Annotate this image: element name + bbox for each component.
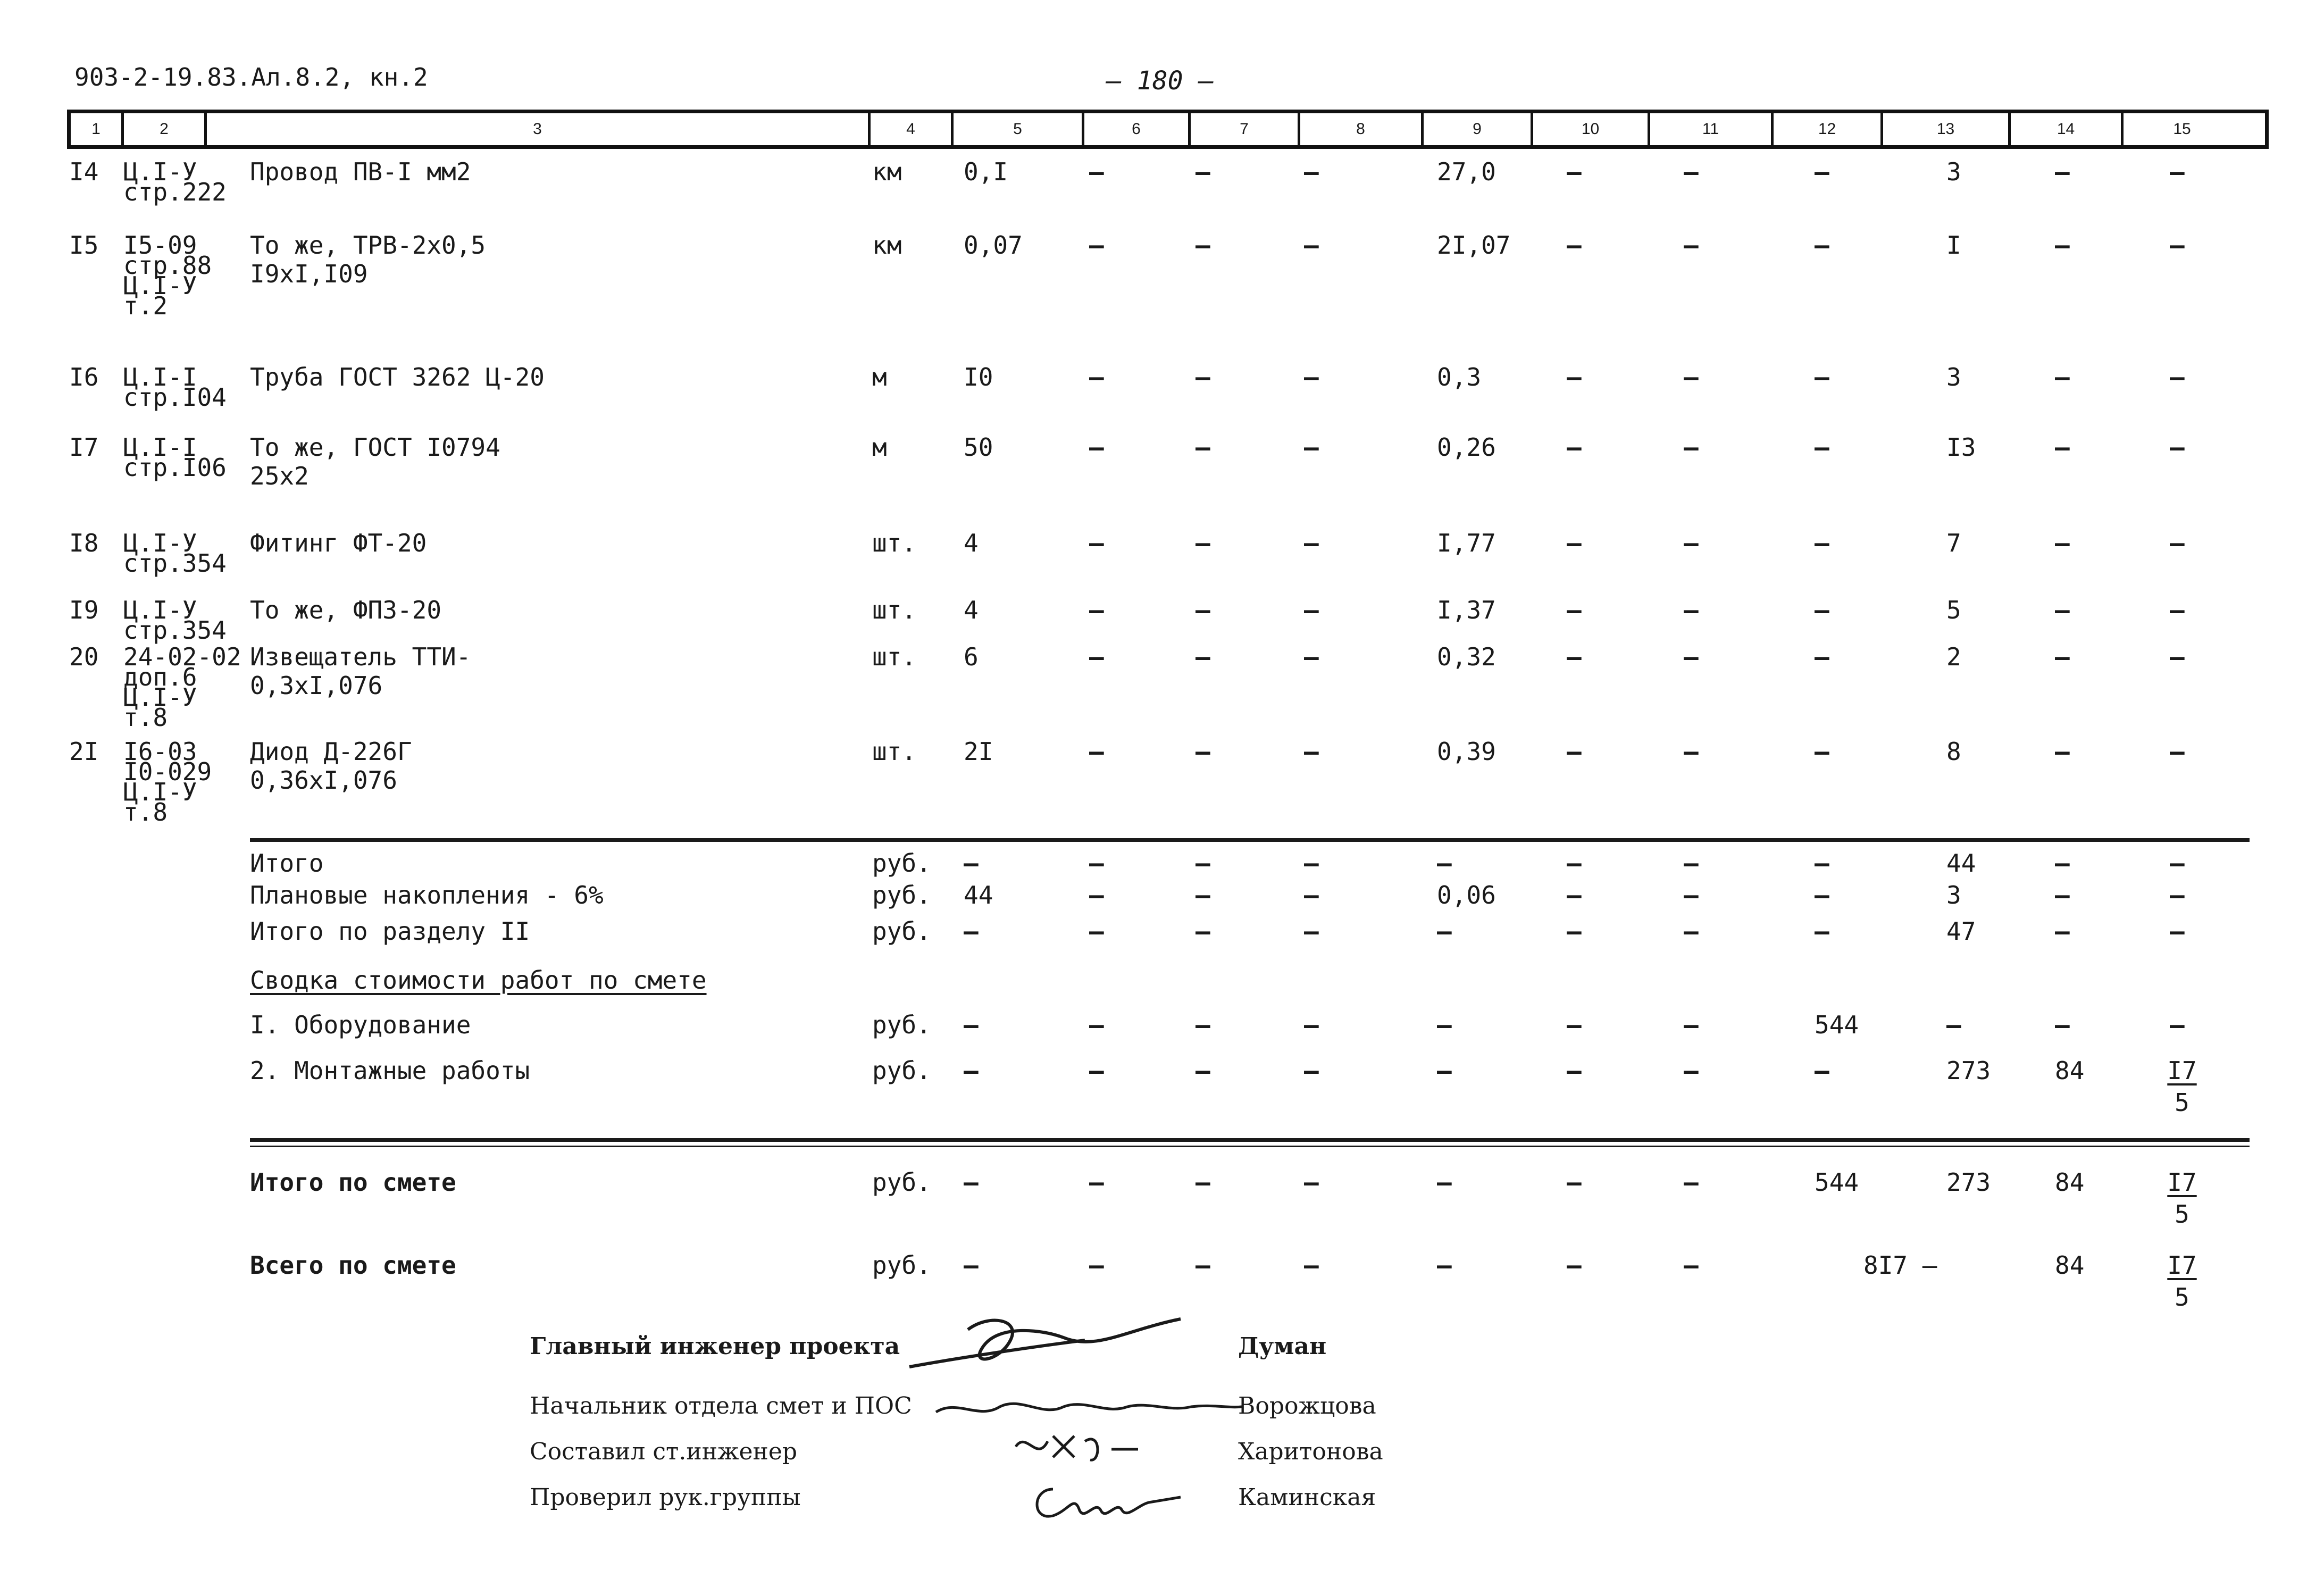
unit: м — [872, 433, 887, 462]
price-reference: Ц.I-У — [123, 271, 197, 300]
value-c14: – — [2055, 737, 2070, 766]
fraction-numerator: I7 — [2167, 1251, 2197, 1280]
item-number: I8 — [69, 529, 99, 557]
value-c14: – — [2055, 1011, 2070, 1039]
value-c9: – — [1437, 1251, 1452, 1280]
unit: шт. — [872, 737, 917, 766]
value-c6: – — [1089, 596, 1104, 624]
value-c8: – — [1304, 433, 1319, 462]
item-name: I9хI,I09 — [250, 260, 368, 288]
value-c12: – — [1815, 433, 1829, 462]
value-c9: – — [1437, 1056, 1452, 1085]
value-c9: I,77 — [1437, 529, 1496, 557]
value-c8: – — [1304, 363, 1319, 391]
value-c5: 44 — [964, 881, 993, 909]
col-1-header: 1 — [71, 113, 124, 145]
value-c7: – — [1196, 642, 1210, 671]
price-reference: т.8 — [123, 703, 168, 732]
value-c15: – — [2170, 363, 2185, 391]
value-c8: – — [1304, 917, 1319, 946]
item-number: I7 — [69, 433, 99, 462]
price-reference: Ц.I-I — [123, 363, 197, 391]
value-c5: – — [964, 849, 979, 878]
value-c13: 3 — [1946, 157, 1961, 186]
price-reference: стр.222 — [123, 178, 227, 206]
value-c7: – — [1196, 737, 1210, 766]
value-c11: – — [1684, 433, 1699, 462]
value-c6: – — [1089, 157, 1104, 186]
value-c9: 2I,07 — [1437, 231, 1511, 260]
unit: руб. — [872, 1011, 931, 1039]
item-name: Фитинг ФТ-20 — [250, 529, 427, 557]
value-c13: I — [1946, 231, 1961, 260]
value-c11: – — [1684, 231, 1699, 260]
value-c8: – — [1304, 881, 1319, 909]
unit: шт. — [872, 642, 917, 671]
totals-label: Плановые накопления - 6% — [250, 881, 604, 909]
value-c15: – — [2170, 917, 2185, 946]
unit: руб. — [872, 917, 931, 946]
summary-label: 2. Монтажные работы — [250, 1056, 530, 1085]
value-c11: – — [1684, 917, 1699, 946]
price-reference: Ц.I-У — [123, 157, 197, 186]
value-c10: – — [1567, 1056, 1582, 1085]
signature-name: Думан — [1238, 1333, 1327, 1360]
value-c13: 3 — [1946, 881, 1961, 909]
price-reference: I6-03 — [123, 737, 197, 766]
column-number-header — [67, 110, 2269, 149]
value-c11: – — [1684, 881, 1699, 909]
value-c13: I3 — [1946, 433, 1976, 462]
value-c15: – — [2170, 596, 2185, 624]
value-c10: – — [1567, 157, 1582, 186]
value-c5: 4 — [964, 596, 979, 624]
value-c9: – — [1437, 1011, 1452, 1039]
value-c7: – — [1196, 849, 1210, 878]
value-c14: 84 — [2055, 1056, 2085, 1085]
value-c10: – — [1567, 433, 1582, 462]
signature-name: Каминская — [1238, 1484, 1376, 1511]
value-c9: 0,06 — [1437, 881, 1496, 909]
fraction-denominator: 5 — [2175, 1200, 2189, 1229]
signature-title: Проверил рук.группы — [530, 1484, 801, 1511]
price-reference: доп.6 — [123, 663, 197, 691]
price-reference: Ц.I-У — [123, 596, 197, 624]
value-c12: – — [1815, 849, 1829, 878]
value-c5: 2I — [964, 737, 993, 766]
value-c7: – — [1196, 881, 1210, 909]
item-name: То же, ТРВ-2х0,5 — [250, 231, 486, 260]
value-c10: – — [1567, 917, 1582, 946]
value-c10: – — [1567, 1011, 1582, 1039]
value-c12: – — [1815, 157, 1829, 186]
value-c11: – — [1684, 596, 1699, 624]
value-c8: – — [1304, 529, 1319, 557]
value-c15: – — [2170, 881, 2185, 909]
value-c11: – — [1684, 363, 1699, 391]
value-c9: 0,26 — [1437, 433, 1496, 462]
value-c7: – — [1196, 433, 1210, 462]
value-c8: – — [1304, 157, 1319, 186]
value-c12: – — [1815, 1056, 1829, 1085]
price-reference: стр.88 — [123, 251, 212, 280]
value-c7: – — [1196, 231, 1210, 260]
item-number: I5 — [69, 231, 99, 260]
price-reference: 24-02-02 — [123, 642, 241, 671]
value-c10: – — [1567, 596, 1582, 624]
value-c9: – — [1437, 849, 1452, 878]
col-12-header: 12 — [1774, 113, 1883, 145]
item-number: I9 — [69, 596, 99, 624]
value-c6: – — [1089, 1251, 1104, 1280]
value-c9: 0,3 — [1437, 363, 1482, 391]
value-c5: – — [964, 1056, 979, 1085]
value-c11: – — [1684, 1011, 1699, 1039]
price-reference: стр.I06 — [123, 453, 227, 482]
price-reference: т.2 — [123, 291, 168, 320]
col-15-header: 15 — [2173, 120, 2191, 138]
value-c12: 544 — [1815, 1011, 1859, 1039]
value-c6: – — [1089, 1168, 1104, 1197]
value-c6: – — [1089, 1011, 1104, 1039]
signature-name: Ворожцова — [1238, 1392, 1376, 1419]
value-c10: – — [1567, 737, 1582, 766]
document-code: 903-2-19.83.Ал.8.2, кн.2 — [74, 63, 428, 91]
value-c7: – — [1196, 1168, 1210, 1197]
fraction-numerator: I7 — [2167, 1056, 2197, 1085]
value-c10: – — [1567, 881, 1582, 909]
price-reference: I5-09 — [123, 231, 197, 260]
value-c5: 50 — [964, 433, 993, 462]
summary-label: I. Оборудование — [250, 1011, 471, 1039]
value-c11: – — [1684, 157, 1699, 186]
value-c10: – — [1567, 849, 1582, 878]
value-c9: – — [1437, 917, 1452, 946]
price-reference: стр.I04 — [123, 383, 227, 412]
handwritten-signature — [904, 1308, 1223, 1383]
summary-label: Итого по смете — [250, 1168, 456, 1197]
unit: км — [872, 157, 902, 186]
value-c9: – — [1437, 1168, 1452, 1197]
value-c9: I,37 — [1437, 596, 1496, 624]
item-name: То же, ФП3-20 — [250, 596, 442, 624]
value-c5: – — [964, 1011, 979, 1039]
value-c14: – — [2055, 529, 2070, 557]
value-c12: – — [1815, 596, 1829, 624]
item-name: 0,36хI,076 — [250, 766, 397, 795]
value-c14: – — [2055, 596, 2070, 624]
unit: км — [872, 231, 902, 260]
value-c7: – — [1196, 529, 1210, 557]
value-c6: – — [1089, 529, 1104, 557]
col-6-header: 6 — [1084, 113, 1191, 145]
value-c12: 544 — [1815, 1168, 1859, 1197]
unit: шт. — [872, 529, 917, 557]
summary-divider-thin — [250, 1146, 2250, 1147]
value-c13: 8 — [1946, 737, 1961, 766]
value-c12: – — [1815, 642, 1829, 671]
value-c15: – — [2170, 231, 2185, 260]
value-c9: 0,39 — [1437, 737, 1496, 766]
value-c12: – — [1815, 529, 1829, 557]
value-c8: – — [1304, 1251, 1319, 1280]
value-c12: – — [1815, 737, 1829, 766]
value-c11: – — [1684, 1251, 1699, 1280]
price-reference: Ц.I-У — [123, 529, 197, 557]
value-c12-c13: 8I7 – — [1863, 1251, 1937, 1280]
fraction-value — [2153, 1168, 2211, 1229]
value-c7: – — [1196, 1011, 1210, 1039]
value-c14: – — [2055, 433, 2070, 462]
value-c11: – — [1684, 1056, 1699, 1085]
value-c5: 0,I — [964, 157, 1008, 186]
col-3-header: 3 — [207, 113, 871, 145]
item-name: То же, ГОСТ I0794 — [250, 433, 500, 462]
value-c13: – — [1946, 1011, 1961, 1039]
value-c5: 0,07 — [964, 231, 1023, 260]
value-c7: – — [1196, 917, 1210, 946]
handwritten-signature — [1026, 1479, 1186, 1526]
value-c5: 6 — [964, 642, 979, 671]
value-c12: – — [1815, 363, 1829, 391]
price-reference: Ц.I-I — [123, 433, 197, 462]
value-c14: 84 — [2055, 1168, 2085, 1197]
value-c10: – — [1567, 1251, 1582, 1280]
value-c10: – — [1567, 363, 1582, 391]
value-c5: – — [964, 1251, 979, 1280]
unit: руб. — [872, 1056, 931, 1085]
value-c8: – — [1304, 1168, 1319, 1197]
fraction-value — [2153, 1251, 2211, 1312]
value-c6: – — [1089, 1056, 1104, 1085]
value-c14: 84 — [2055, 1251, 2085, 1280]
totals-label: Итого — [250, 849, 324, 878]
value-c14: – — [2055, 849, 2070, 878]
col-8-header: 8 — [1300, 113, 1424, 145]
value-c15: – — [2170, 157, 2185, 186]
item-name: Извещатель ТТИ- — [250, 642, 471, 671]
value-c13: 5 — [1946, 596, 1961, 624]
value-c8: – — [1304, 1056, 1319, 1085]
value-c9: 0,32 — [1437, 642, 1496, 671]
value-c13: 2 — [1946, 642, 1961, 671]
unit: руб. — [872, 1168, 931, 1197]
value-c10: – — [1567, 642, 1582, 671]
price-reference: т.8 — [123, 798, 168, 826]
col-14-header: 14 — [2011, 113, 2124, 145]
price-reference: Ц.I-У — [123, 778, 197, 806]
item-number: 2I — [69, 737, 99, 766]
value-c5: – — [964, 1168, 979, 1197]
value-c8: – — [1304, 231, 1319, 260]
col-10-header: 10 — [1533, 113, 1650, 145]
value-c12: – — [1815, 231, 1829, 260]
value-c10: – — [1567, 1168, 1582, 1197]
value-c15: – — [2170, 529, 2185, 557]
value-c7: – — [1196, 1251, 1210, 1280]
value-c6: – — [1089, 231, 1104, 260]
value-c10: – — [1567, 529, 1582, 557]
value-c5: – — [964, 917, 979, 946]
value-c13: 7 — [1946, 529, 1961, 557]
value-c12: – — [1815, 881, 1829, 909]
col-11-header: 11 — [1650, 113, 1774, 145]
value-c15: – — [2170, 642, 2185, 671]
value-c15: – — [2170, 737, 2185, 766]
signature-name: Харитонова — [1238, 1438, 1383, 1465]
value-c9: 27,0 — [1437, 157, 1496, 186]
value-c15: – — [2170, 849, 2185, 878]
value-c14: – — [2055, 881, 2070, 909]
fraction-denominator: 5 — [2175, 1088, 2189, 1117]
value-c13: 44 — [1946, 849, 1976, 878]
unit: м — [872, 363, 887, 391]
col-9-header: 9 — [1424, 113, 1533, 145]
summary-heading: Сводка стоимости работ по смете — [250, 966, 707, 995]
handwritten-signature — [1010, 1431, 1149, 1468]
item-name: Диод Д-226Г — [250, 737, 412, 766]
value-c11: – — [1684, 642, 1699, 671]
value-c5: I0 — [964, 363, 993, 391]
value-c6: – — [1089, 433, 1104, 462]
fraction-numerator: I7 — [2167, 1168, 2197, 1197]
fraction-value — [2153, 1058, 2211, 1115]
item-name: 0,3хI,076 — [250, 671, 383, 700]
value-c8: – — [1304, 737, 1319, 766]
value-c14: – — [2055, 157, 2070, 186]
value-c14: – — [2055, 642, 2070, 671]
col-2-header: 2 — [124, 113, 207, 145]
value-c12: – — [1815, 917, 1829, 946]
value-c8: – — [1304, 1011, 1319, 1039]
value-c11: – — [1684, 1168, 1699, 1197]
value-c7: – — [1196, 157, 1210, 186]
signature-title: Главный инженер проекта — [530, 1333, 900, 1360]
value-c13: 273 — [1946, 1168, 1991, 1197]
value-c7: – — [1196, 596, 1210, 624]
value-c7: – — [1196, 363, 1210, 391]
value-c11: – — [1684, 849, 1699, 878]
value-c13: 3 — [1946, 363, 1961, 391]
value-c15: – — [2170, 433, 2185, 462]
unit: руб. — [872, 849, 931, 878]
totals-label: Итого по разделу II — [250, 917, 530, 946]
value-c11: – — [1684, 529, 1699, 557]
item-name: Труба ГОСТ 3262 Ц-20 — [250, 363, 545, 391]
item-number: I6 — [69, 363, 99, 391]
value-c7: – — [1196, 1056, 1210, 1085]
value-c14: – — [2055, 917, 2070, 946]
value-c6: – — [1089, 363, 1104, 391]
summary-label: Всего по смете — [250, 1251, 456, 1280]
unit: руб. — [872, 1251, 931, 1280]
price-reference: I0-029 — [123, 757, 212, 786]
price-reference: стр.354 — [123, 616, 227, 645]
value-c6: – — [1089, 917, 1104, 946]
value-c10: – — [1567, 231, 1582, 260]
value-c6: – — [1089, 737, 1104, 766]
unit: шт. — [872, 596, 917, 624]
signature-title: Составил ст.инженер — [530, 1438, 798, 1465]
item-number: I4 — [69, 157, 99, 186]
value-c6: – — [1089, 642, 1104, 671]
value-c6: – — [1089, 881, 1104, 909]
col-7-header: 7 — [1191, 113, 1300, 145]
value-c8: – — [1304, 596, 1319, 624]
value-c13: 47 — [1946, 917, 1976, 946]
page-number: – 180 – — [1106, 66, 1214, 96]
handwritten-signature — [936, 1388, 1244, 1425]
col-13-header: 13 — [1883, 113, 2011, 145]
price-reference: Ц.I-У — [123, 683, 197, 712]
value-c14: – — [2055, 231, 2070, 260]
value-c15: – — [2170, 1011, 2185, 1039]
value-c8: – — [1304, 849, 1319, 878]
value-c13: 273 — [1946, 1056, 1991, 1085]
signature-title: Начальник отдела смет и ПОС — [530, 1392, 912, 1419]
item-name: 25х2 — [250, 462, 309, 490]
unit: руб. — [872, 881, 931, 909]
summary-divider — [250, 1138, 2250, 1142]
value-c11: – — [1684, 737, 1699, 766]
item-number: 20 — [69, 642, 99, 671]
value-c5: 4 — [964, 529, 979, 557]
value-c14: – — [2055, 363, 2070, 391]
item-name: Провод ПВ-I мм2 — [250, 157, 471, 186]
value-c8: – — [1304, 642, 1319, 671]
col-4-header: 4 — [871, 113, 954, 145]
fraction-denominator: 5 — [2175, 1283, 2189, 1312]
value-c6: – — [1089, 849, 1104, 878]
price-reference: стр.354 — [123, 549, 227, 578]
col-5-header: 5 — [954, 113, 1084, 145]
totals-divider — [250, 838, 2250, 842]
